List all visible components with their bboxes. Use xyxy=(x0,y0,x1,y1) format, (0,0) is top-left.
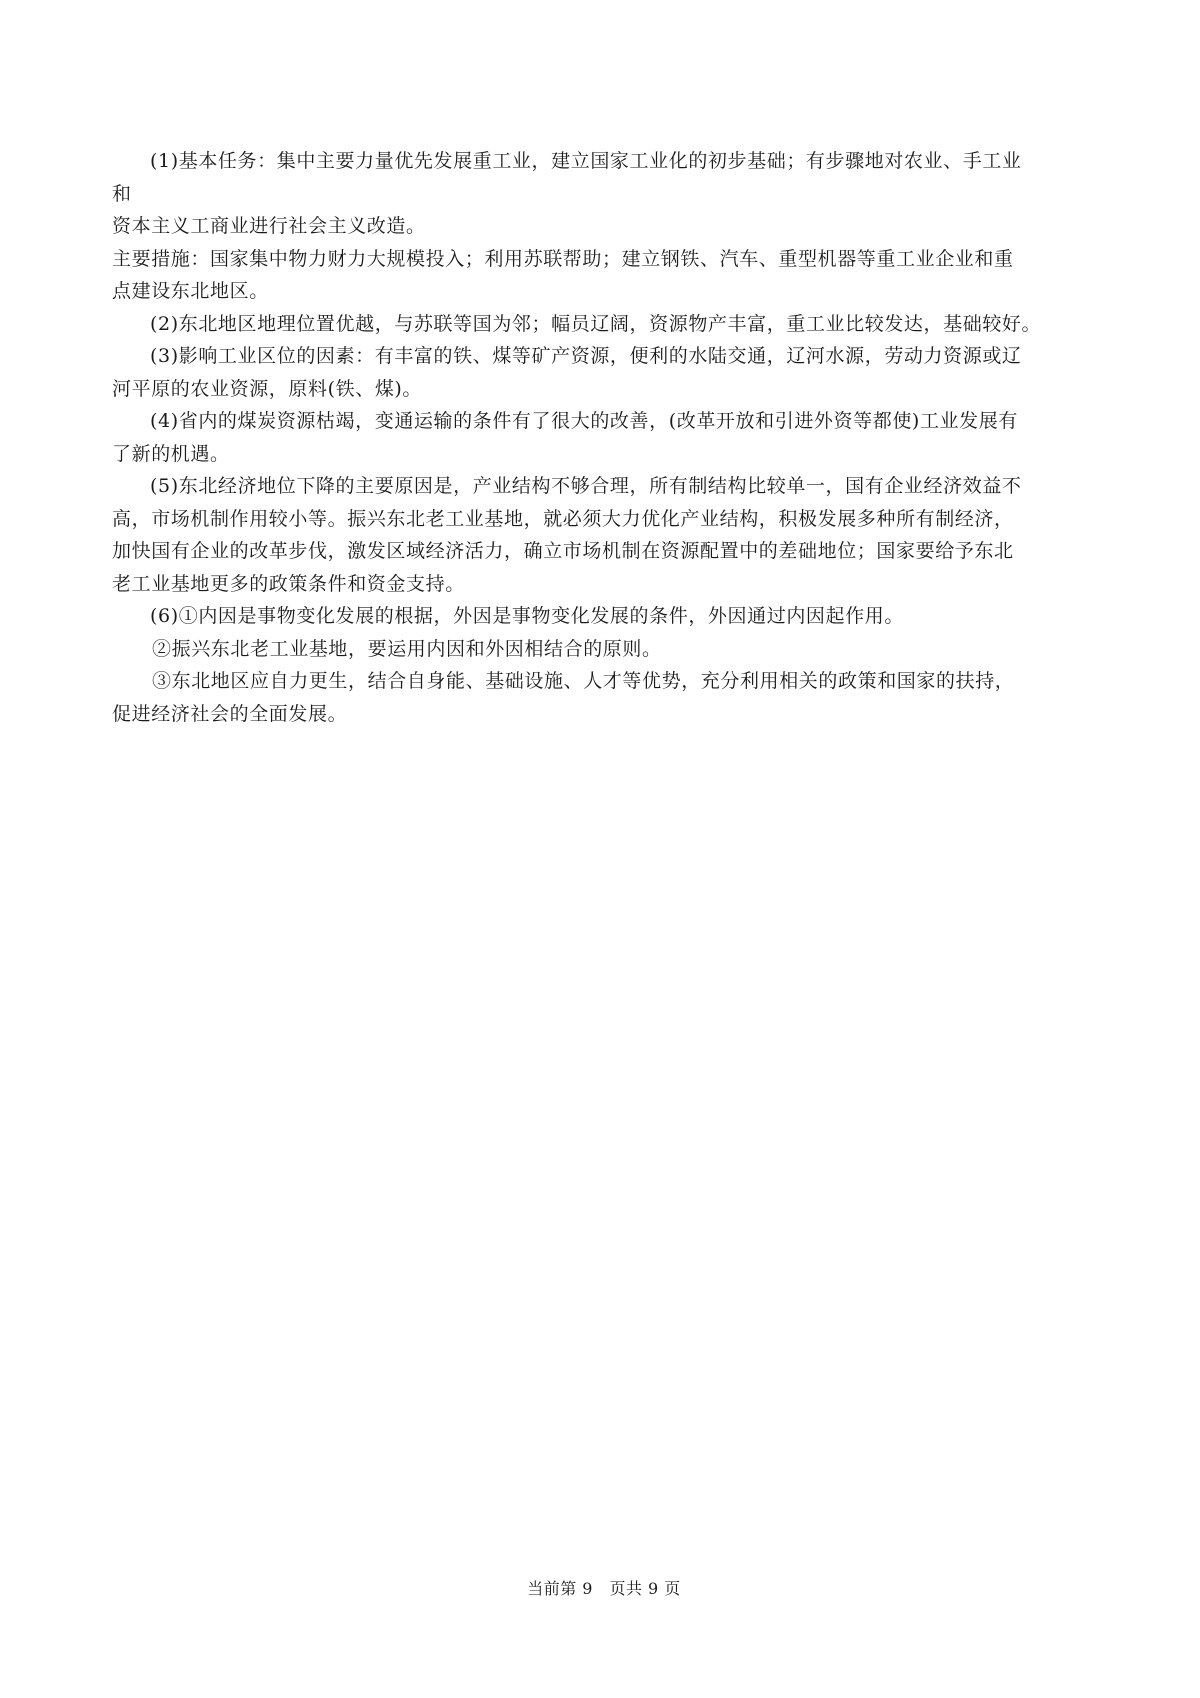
answer-text-block xyxy=(112,145,1102,730)
paragraph-4-line-2: 了新的机遇。 xyxy=(112,442,230,465)
paragraph-1-line-2: 和 xyxy=(112,182,132,205)
paragraph-5-line-2: 高，市场机制作用较小等。振兴东北老工业基地，就必须大力优化产业结构，积极发展多种所有制经济， xyxy=(112,507,1014,530)
paragraph-2: (2)东北地区地理位置优越，与苏联等国为邻；幅员辽阔，资源物产丰富，重工业比较发达，基础较好。 xyxy=(150,312,1042,335)
page-number-footer: 当前第 9 页共 9 页 xyxy=(527,1579,681,1598)
paragraph-1-line-3: 资本主义工商业进行社会主义改造。 xyxy=(112,215,426,237)
measures-line-2: 点建设东北地区。 xyxy=(112,280,269,302)
paragraph-3-line-1: (3)影响工业区位的因素：有丰富的铁、煤等矿产资源，便利的水陆交通，辽河水源，劳动力资源或辽 xyxy=(150,345,1022,367)
paragraph-1-line-1: (1)基本任务：集中主要力量优先发展重工业，建立国家工业化的初步基础；有步骤地对农业、手工业 xyxy=(150,150,1022,172)
paragraph-5-line-1: (5)东北经济地位下降的主要原因是，产业结构不够合理，所有制结构比较单一，国有企业经济效益不 xyxy=(150,475,1022,497)
paragraph-6-point-3-line-1: ③东北地区应自力更生，结合自身能、基础设施、人才等优势，充分利用相关的政策和国家的扶持， xyxy=(152,670,1015,692)
paragraph-5-line-3: 加快国有企业的改革步伐，激发区域经济活力，确立市场机制在资源配置中的差础地位；国家要给予东北 xyxy=(112,540,1014,562)
paragraph-6-point-1: (6)①内因是事物变化发展的根据，外因是事物变化发展的条件，外因通过内因起作用。 xyxy=(150,605,904,627)
paragraph-4-line-1: (4)省内的煤炭资源枯竭，变通运输的条件有了很大的改善，(改革开放和引进外资等都使)工业发展有 xyxy=(150,410,1018,432)
paragraph-3-line-2: 河平原的农业资源，原料(铁、煤)。 xyxy=(112,377,423,400)
measures-line-1: 主要措施：国家集中物力财力大规模投入；利用苏联帮助；建立钢铁、汽车、重型机器等重工业企业和重 xyxy=(112,247,1014,270)
paragraph-6-point-2: ②振兴东北老工业基地，要运用内因和外因相结合的原则。 xyxy=(152,637,662,660)
paragraph-5-line-4: 老工业基地更多的政策条件和资金支持。 xyxy=(112,572,465,595)
paragraph-6-point-3-line-2: 促进经济社会的全面发展。 xyxy=(112,702,348,725)
